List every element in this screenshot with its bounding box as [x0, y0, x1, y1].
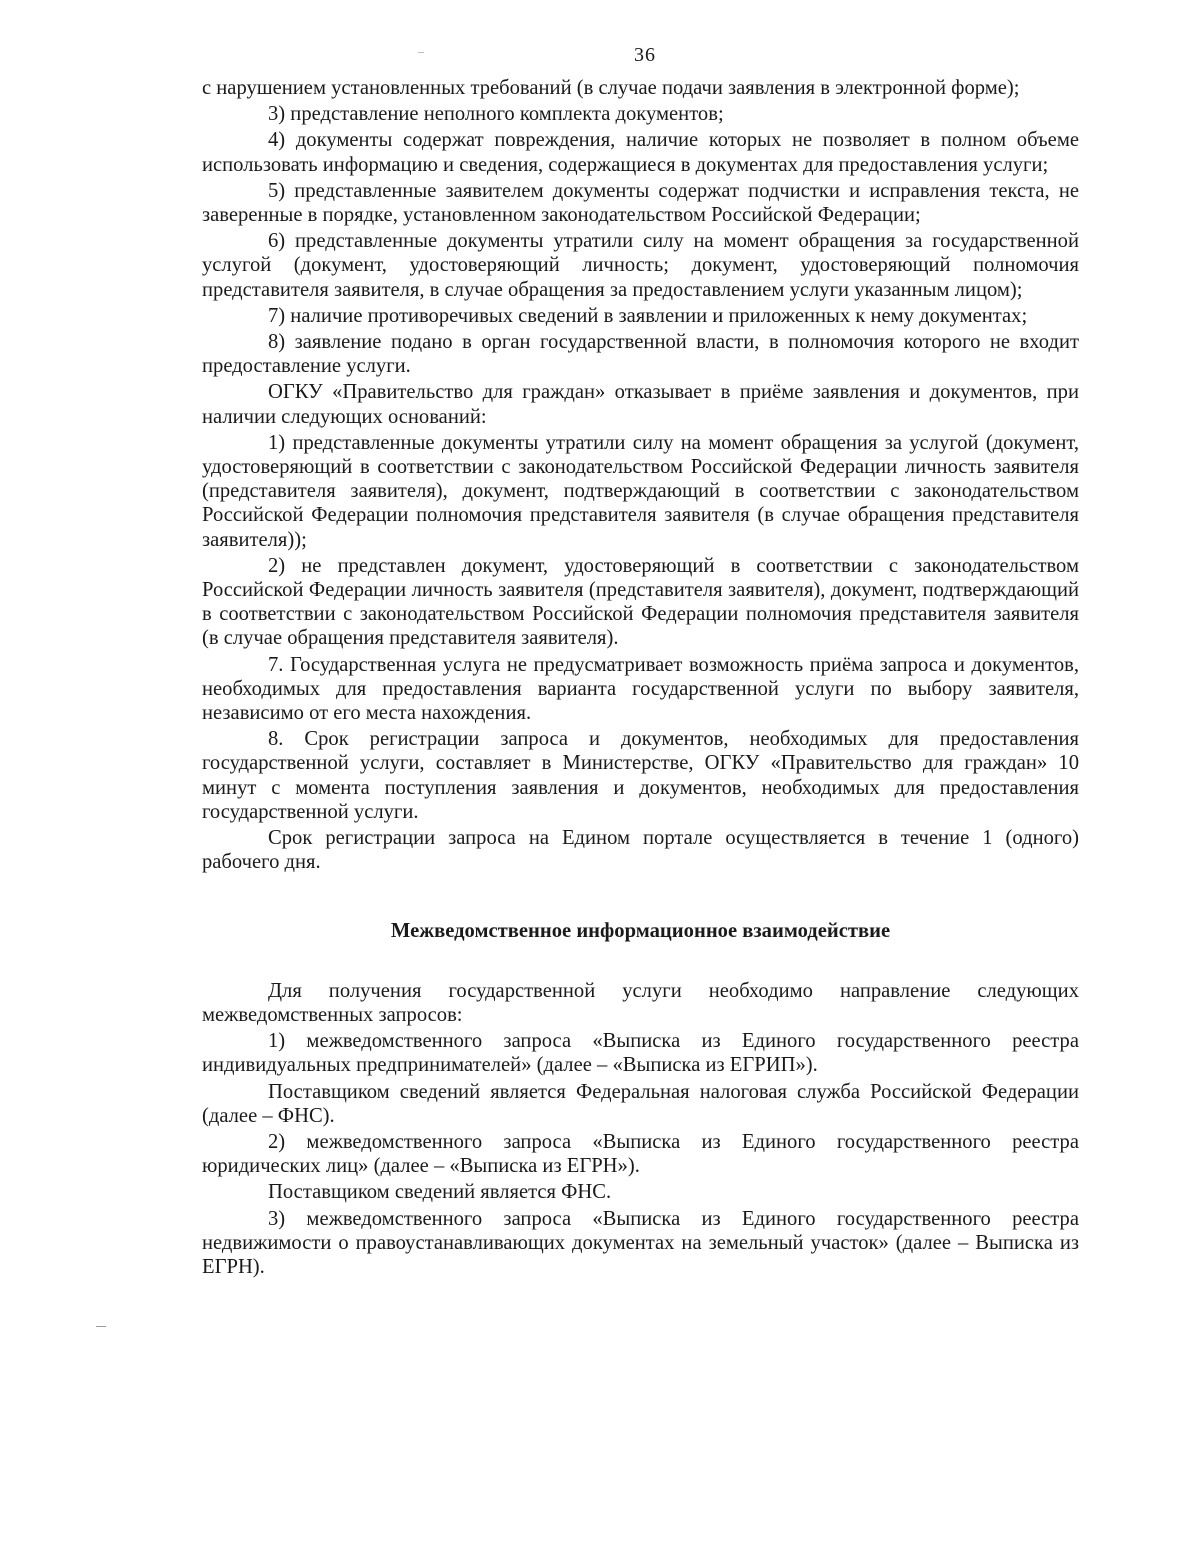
- paragraph: 2) межведомственного запроса «Выписка из Единого государственного реестра юридических лиц» (далее – «Выписка из ЕГРН»).: [202, 1130, 1079, 1178]
- section-interagency-requests: [202, 979, 1079, 1279]
- paragraph: Для получения государственной услуги необходимо направление следующих межведомственных запросов:: [202, 979, 1079, 1026]
- paragraph: 7) наличие противоречивых сведений в заявлении и приложенных к нему документах;: [268, 304, 1028, 327]
- paragraph: 4) документы содержат повреждения, наличие которых не позволяет в полном объеме использовать информацию и сведения, содержащиеся в документах для предоставления услуги;: [202, 129, 1079, 176]
- paragraph: ОГКУ «Правительство для граждан» отказывает в приёме заявления и документов, при наличии следующих оснований:: [202, 381, 1079, 428]
- section-refusal-grounds: [202, 76, 1079, 875]
- paragraph: 2) не представлен документ, удостоверяющий в соответствии с законодательством Российской Федерации личность заявителя (представителя заявителя), документ, подтверждающий в соответствии с законодательством Российской Федерации полномочия представителя заявителя (в случае обращения представителя заявителя).: [202, 554, 1079, 650]
- paragraph: 7. Государственная услуга не предусматривает возможность приёма запроса и документов, необходимых для предоставления варианта государственной услуги по выбору заявителя, независимо от его места нахождения.: [202, 653, 1079, 725]
- paragraph: с нарушением установленных требований (в случае подачи заявления в электронной форме);: [202, 77, 1020, 99]
- paragraph: Поставщиком сведений является Федеральная налоговая служба Российской Федерации (далее – ФНС).: [202, 1080, 1079, 1127]
- paragraph: 3) представление неполного комплекта документов;: [268, 103, 724, 126]
- paragraph: 8. Срок регистрации запроса и документов, необходимых для предоставления государственной услуги, составляет в Министерстве, ОГКУ «Правительство для граждан» 10 минут с момента поступления заявления и документов, необходимых для предоставления государственной услуги.: [202, 728, 1079, 823]
- paragraph: Срок регистрации запроса на Едином портале осуществляется в течение 1 (одного) рабочего дня.: [202, 827, 1079, 874]
- paragraph: 3) межведомственного запроса «Выписка из Единого государственного реестра недвижимости о правоустанавливающих документах на земельный участок» (далее – Выписка из ЕГРН).: [202, 1207, 1079, 1278]
- scan-artifact: [96, 1326, 106, 1327]
- paragraph: 1) межведомственного запроса «Выписка из Единого государственного реестра индивидуальных предпринимателей» (далее – «Выписка из ЕГРИП»).: [202, 1030, 1079, 1077]
- paragraph: Поставщиком сведений является ФНС.: [268, 1181, 612, 1204]
- paragraph: 6) представленные документы утратили силу на момент обращения за государственной услугой (документ, удостоверяющий личность; документ, удостоверяющий полномочия представителя заявителя, в случае обращения за предоставлением услуги указанным лицом);: [202, 230, 1079, 301]
- section-heading: Межведомственное информационное взаимодействие: [390, 919, 891, 942]
- paragraph: 1) представленные документы утратили силу на момент обращения за услугой (документ, удостоверяющий в соответствии с законодательством Российской Федерации личность заявителя (представителя заявителя), документ, подтверждающий в соответствии с законодательством Российской Федерации полномочия представителя заявителя (в случае обращения представителя заявителя));: [202, 431, 1079, 551]
- page-number: 36: [634, 44, 656, 66]
- paragraph: 8) заявление подано в орган государственной власти, в полномочия которого не входит предоставление услуги.: [202, 331, 1079, 378]
- document-body: [202, 76, 1079, 1279]
- paragraph: 5) представленные заявителем документы содержат подчистки и исправления текста, не заверенные в порядке, установленном законодательством Российской Федерации;: [202, 179, 1079, 227]
